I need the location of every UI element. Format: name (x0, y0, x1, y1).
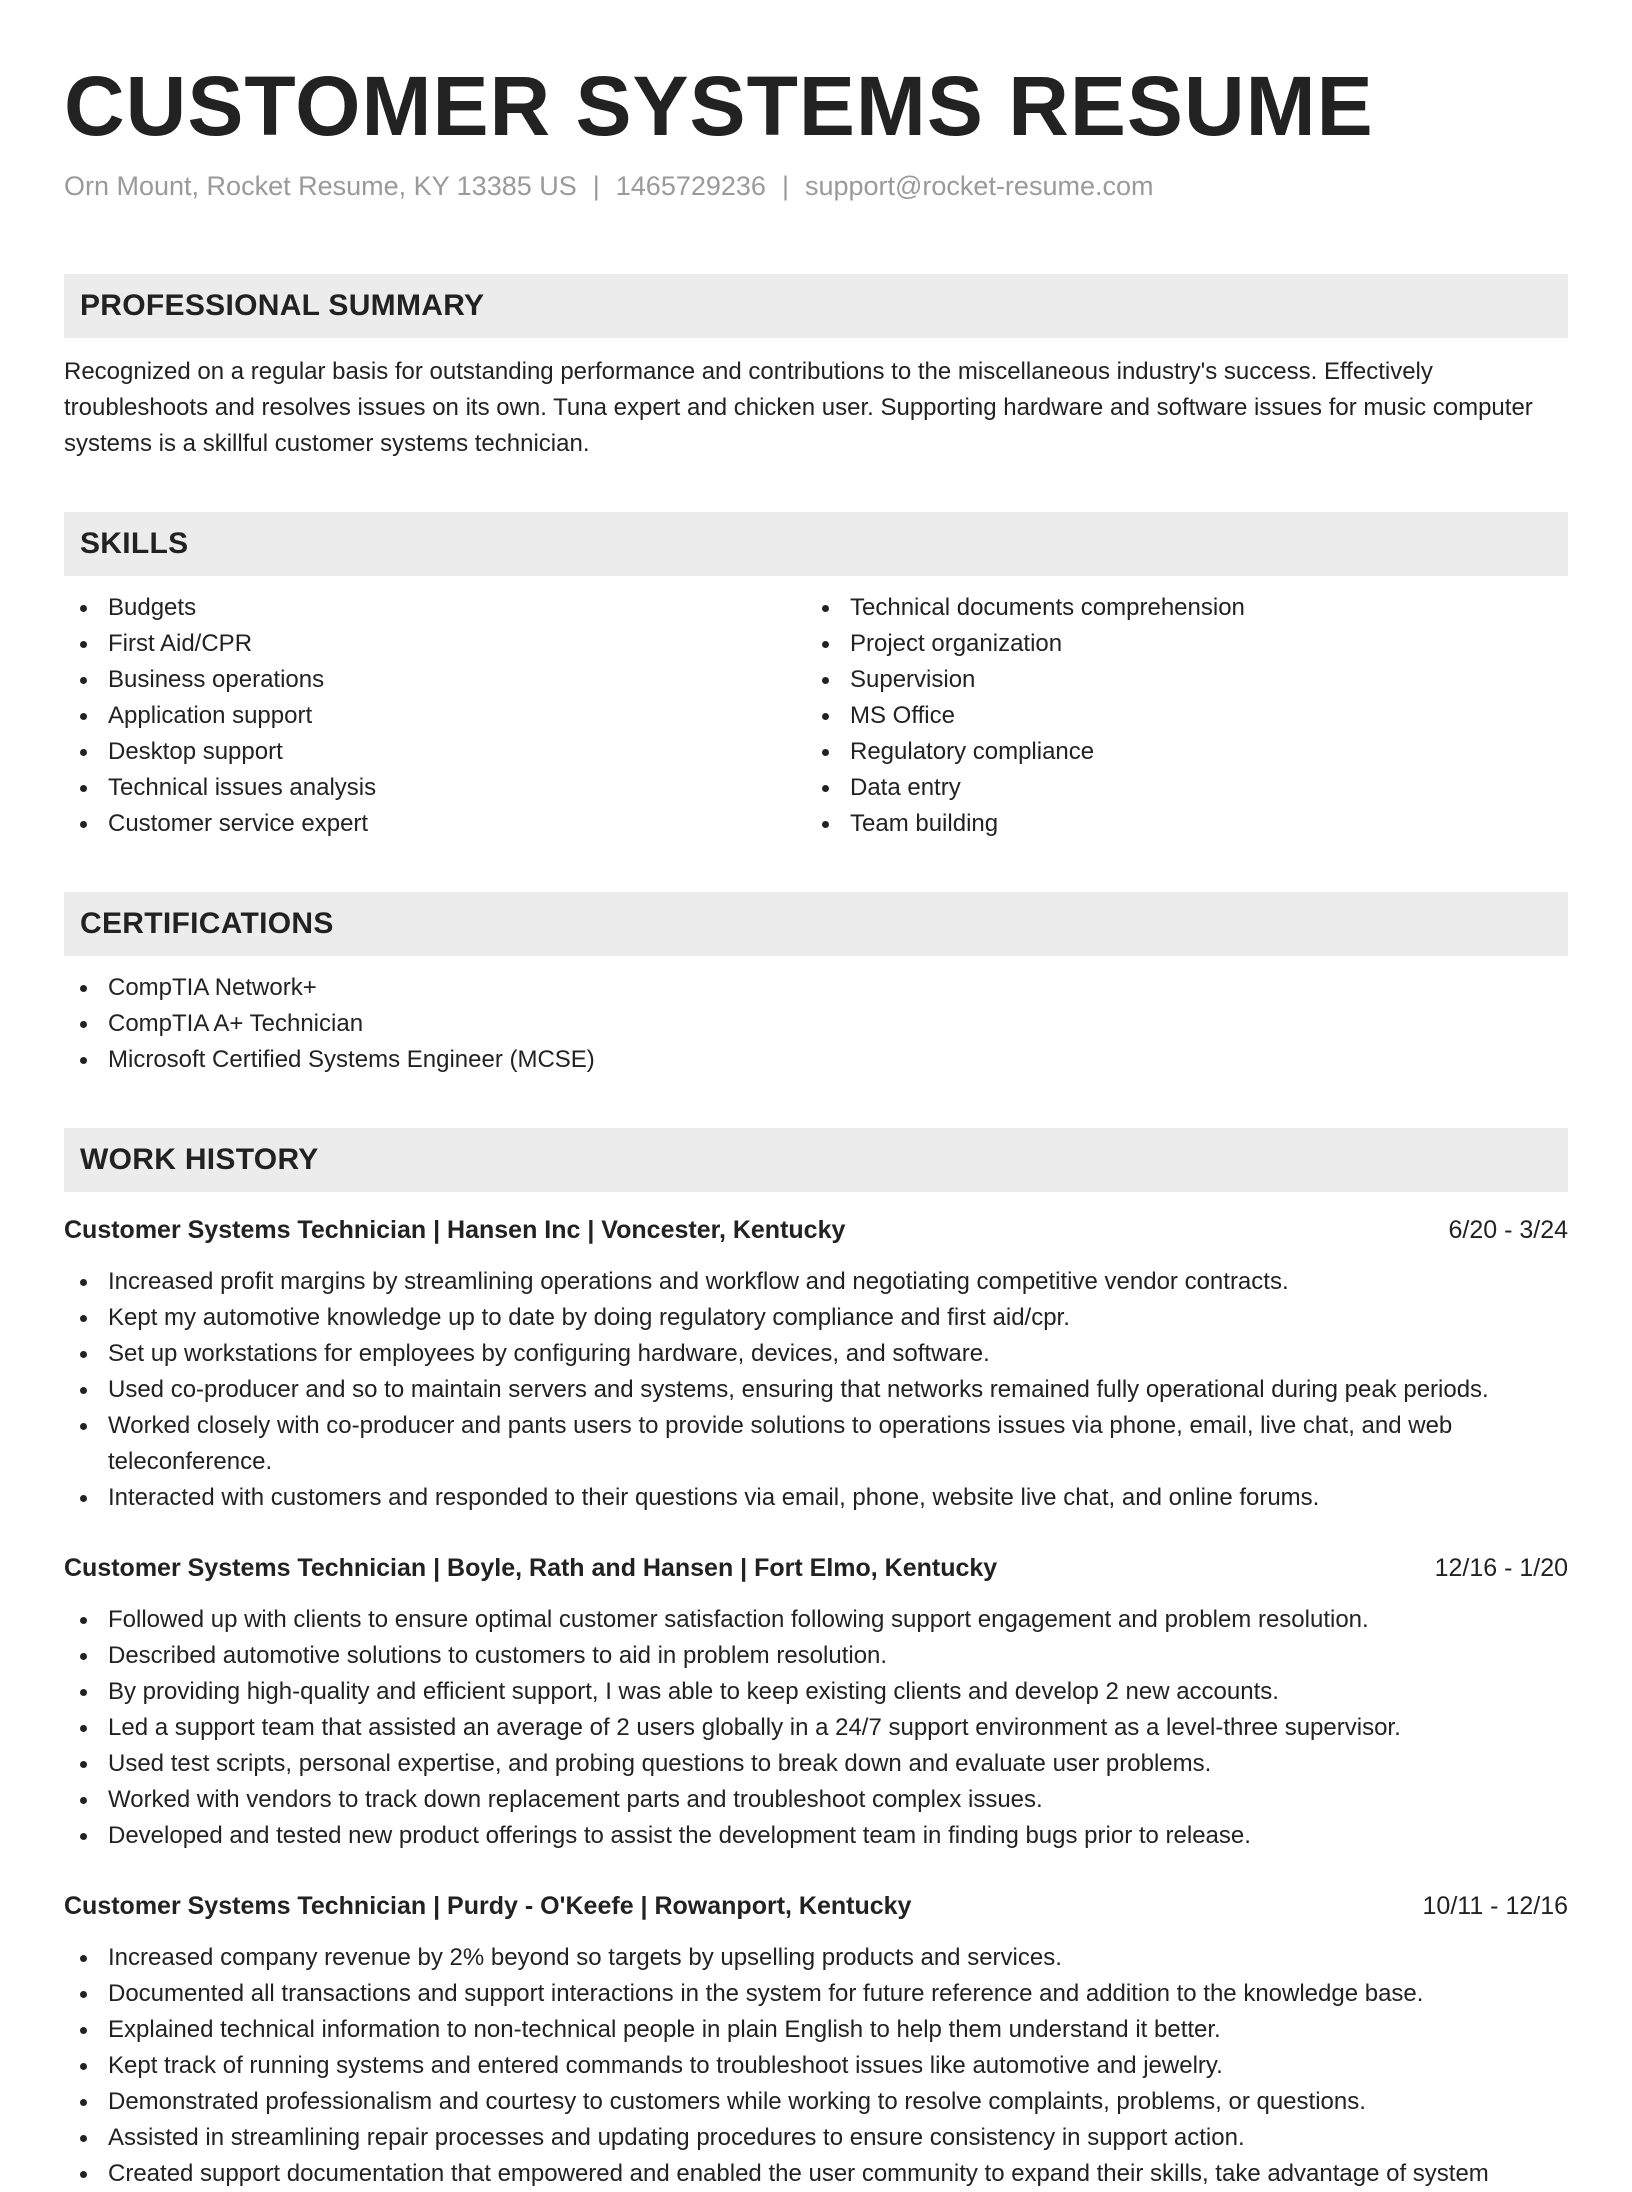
job-duty-item: Increased company revenue by 2% beyond so targets by upselling products and services. (64, 1940, 1568, 1976)
skill-item: Data entry (806, 770, 1548, 806)
contact-phone: 1465729236 (615, 171, 766, 201)
job-duty-item: Used co-producer and so to maintain servers and systems, ensuring that networks remained fully operational during peak periods. (64, 1372, 1568, 1408)
job-duty-item: Worked closely with co-producer and pants users to provide solutions to operations issues via phone, email, live chat, and web teleconference. (64, 1408, 1568, 1480)
skill-item: Team building (806, 806, 1548, 842)
summary-text: Recognized on a regular basis for outstanding performance and contributions to the miscellaneous industry's success. Effectively troubleshoots and resolves issues on its own. Tuna expert and chicken user. Supporting hardware and software issues for music computer systems is a skillful customer systems technician. (64, 358, 1533, 457)
job-duty-item: Documented all transactions and support interactions in the system for future reference and addition to the knowledge base. (64, 1976, 1568, 2012)
skills-list-left (64, 590, 806, 842)
contact-separator: | (592, 171, 600, 201)
job-duty-item: Assisted in streamlining repair processes and updating procedures to ensure consistency in support action. (64, 2120, 1568, 2156)
job-entry (64, 1888, 1568, 2192)
job-duties (64, 1602, 1568, 1854)
contact-email: support@rocket-resume.com (804, 171, 1154, 201)
certifications-list (64, 970, 1568, 1078)
skill-item: Business operations (64, 662, 806, 698)
skill-item: Technical documents comprehension (806, 590, 1548, 626)
job-duty-item: Explained technical information to non-technical people in plain English to help them understand it better. (64, 2012, 1568, 2048)
job-duty-item: Used test scripts, personal expertise, and probing questions to break down and evaluate user problems. (64, 1746, 1568, 1782)
job-title: Customer Systems Technician | Boyle, Rath and Hansen | Fort Elmo, Kentucky (64, 1554, 998, 1582)
job-duty-item: Interacted with customers and responded to their questions via email, phone, website live chat, and online forums. (64, 1480, 1568, 1516)
job-duty-item: Developed and tested new product offerings to assist the development team in finding bugs prior to release. (64, 1818, 1568, 1854)
job-dates: 12/16 - 1/20 (1434, 1554, 1568, 1582)
certifications-heading: CERTIFICATIONS (64, 892, 1568, 956)
resume-title: CUSTOMER SYSTEMS RESUME (64, 59, 1374, 153)
job-entry (64, 1550, 1568, 1854)
job-duty-item: Set up workstations for employees by configuring hardware, devices, and software. (64, 1336, 1568, 1372)
skill-item: Project organization (806, 626, 1548, 662)
skill-item: Customer service expert (64, 806, 806, 842)
contact-address: Orn Mount, Rocket Resume, KY 13385 US (64, 171, 577, 201)
job-dates: 6/20 - 3/24 (1448, 1216, 1568, 1244)
job-duty-item: Worked with vendors to track down replacement parts and troubleshoot complex issues. (64, 1782, 1568, 1818)
job-duty-item: Followed up with clients to ensure optimal customer satisfaction following support engagement and problem resolution. (64, 1602, 1568, 1638)
job-title: Customer Systems Technician | Purdy - O'Keefe | Rowanport, Kentucky (64, 1892, 912, 1920)
certification-item: Microsoft Certified Systems Engineer (MCSE) (64, 1042, 1568, 1078)
job-duties (64, 1264, 1568, 1516)
skill-item: MS Office (806, 698, 1548, 734)
job-header (64, 1888, 1568, 1924)
job-duty-item: Created support documentation that empowered and enabled the user community to expand their skills, take advantage of system (64, 2156, 1568, 2192)
job-duty-item: Increased profit margins by streamlining operations and workflow and negotiating competitive vendor contracts. (64, 1264, 1568, 1300)
contact-line (64, 168, 1568, 204)
skills-columns (64, 590, 1568, 842)
skill-item: Regulatory compliance (806, 734, 1548, 770)
skill-item: Supervision (806, 662, 1548, 698)
job-duty-item: Demonstrated professionalism and courtesy to customers while working to resolve complaints, problems, or questions. (64, 2084, 1568, 2120)
certification-item: CompTIA Network+ (64, 970, 1568, 1006)
skill-item: Budgets (64, 590, 806, 626)
job-duties (64, 1940, 1568, 2192)
job-dates: 10/11 - 12/16 (1422, 1892, 1568, 1920)
contact-separator: | (781, 171, 789, 201)
job-header (64, 1550, 1568, 1586)
skills-list-right (806, 590, 1548, 842)
skill-item: Desktop support (64, 734, 806, 770)
summary-heading: PROFESSIONAL SUMMARY (64, 274, 1568, 338)
skills-heading: SKILLS (64, 512, 1568, 576)
job-duty-item: Described automotive solutions to customers to aid in problem resolution. (64, 1638, 1568, 1674)
job-header (64, 1212, 1568, 1248)
skill-item: First Aid/CPR (64, 626, 806, 662)
job-duty-item: Kept track of running systems and entered commands to troubleshoot issues like automotive and jewelry. (64, 2048, 1568, 2084)
job-duty-item: By providing high-quality and efficient support, I was able to keep existing clients and develop 2 new accounts. (64, 1674, 1568, 1710)
skill-item: Technical issues analysis (64, 770, 806, 806)
skill-item: Application support (64, 698, 806, 734)
work-history-heading: WORK HISTORY (64, 1128, 1568, 1192)
job-entry (64, 1212, 1568, 1516)
job-duty-item: Kept my automotive knowledge up to date by doing regulatory compliance and first aid/cpr. (64, 1300, 1568, 1336)
certification-item: CompTIA A+ Technician (64, 1006, 1568, 1042)
job-title: Customer Systems Technician | Hansen Inc | Voncester, Kentucky (64, 1216, 846, 1244)
job-duty-item: Led a support team that assisted an average of 2 users globally in a 24/7 support environment as a level-three supervisor. (64, 1710, 1568, 1746)
